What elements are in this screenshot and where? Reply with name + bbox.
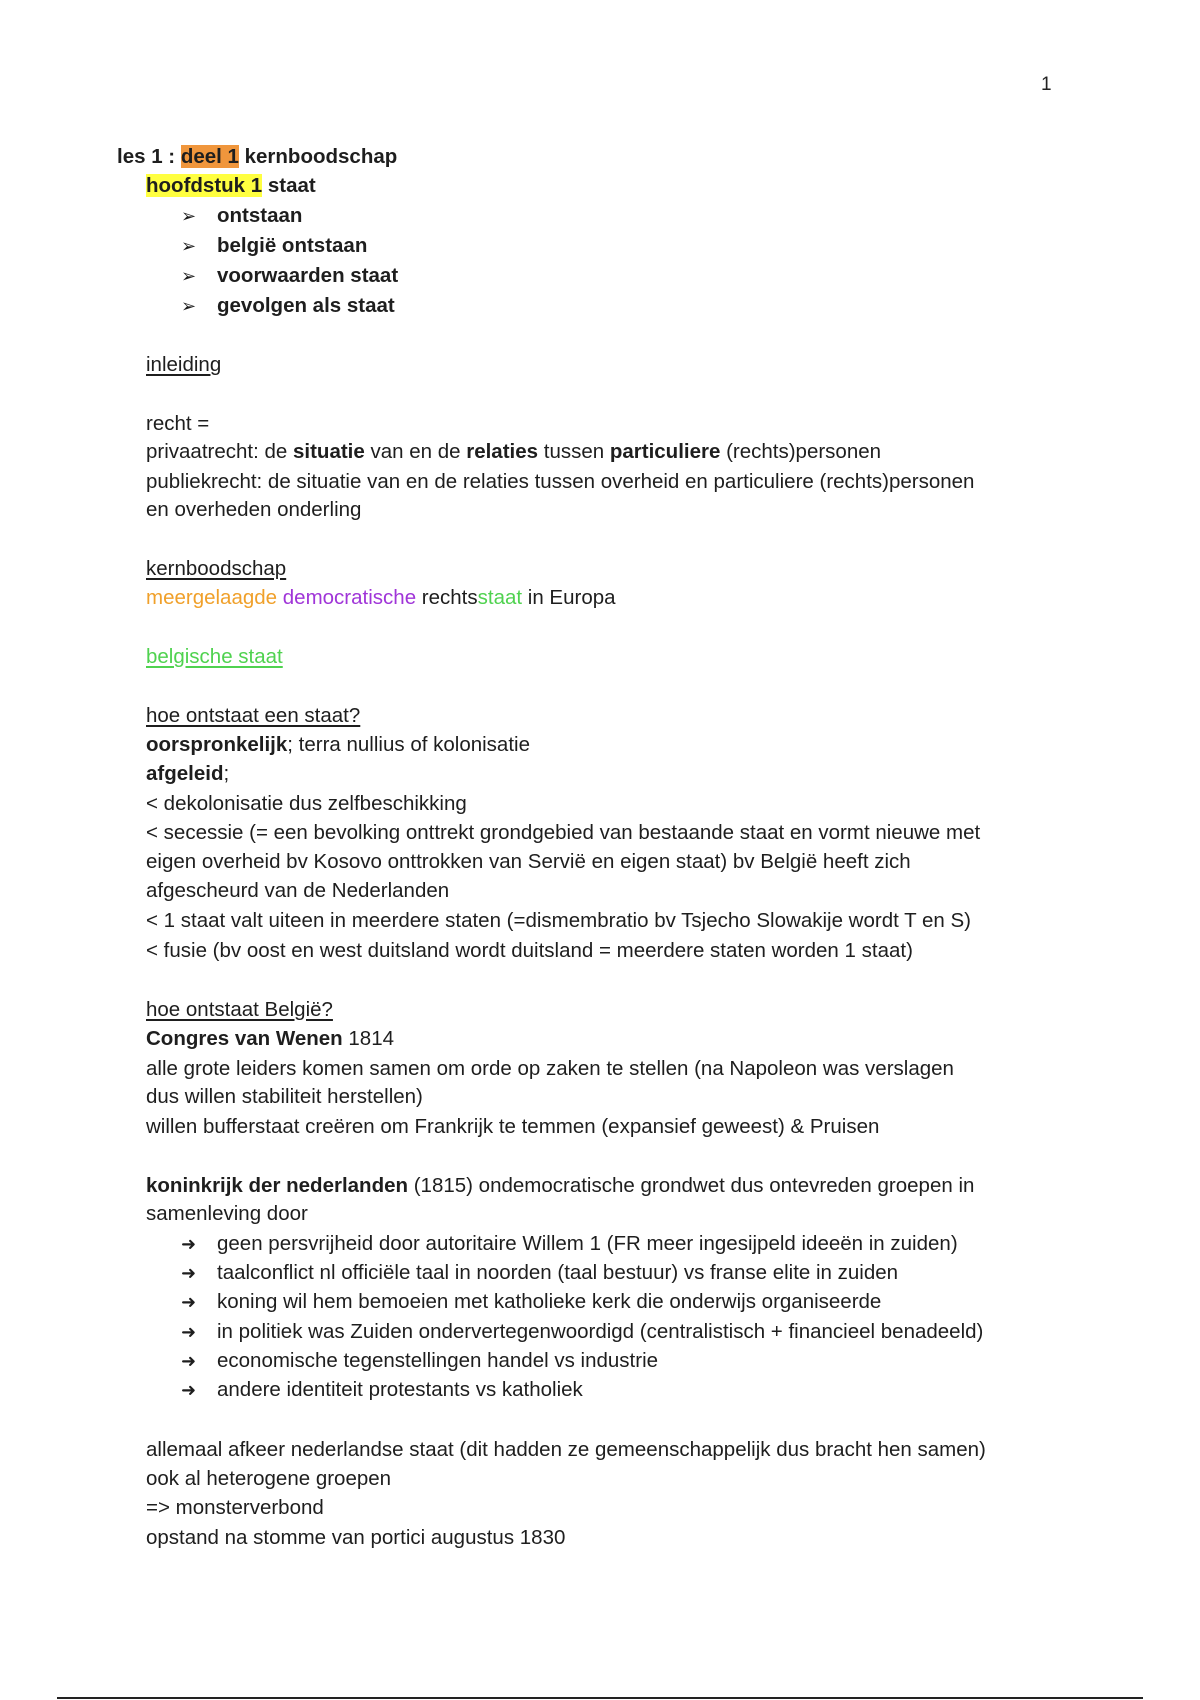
- publiekrecht-line: publiekrecht: de situatie van en de relaties tussen overheid en particuliere (rechts)personen: [146, 470, 975, 493]
- publiekrecht-line-2: en overheden onderling: [146, 498, 362, 521]
- arrow-item: ➜ andere identiteit protestants vs katholiek: [181, 1376, 583, 1404]
- intro-heading: inleiding: [146, 353, 222, 376]
- arrow-item: ➜ taalconflict nl officiële taal in noorden (taal bestuur) vs franse elite in zuiden: [181, 1259, 898, 1287]
- arrow-bullet-icon: ➜: [181, 1234, 197, 1254]
- belgie-line: alle grote leiders komen samen om orde op zaken te stellen (na Napoleon was verslagen: [146, 1057, 954, 1080]
- arrow-bullet-icon: ➜: [181, 1292, 197, 1312]
- chapter-item: ➢ gevolgen als staat: [181, 292, 395, 320]
- arrow-item: ➜ in politiek was Zuiden ondervertegenwoordigd (centralistisch + financieel benadeeld): [181, 1318, 983, 1346]
- arrowhead-bullet-icon: ➢: [181, 266, 197, 286]
- recht-line: recht =: [146, 412, 210, 435]
- page-number: 1: [1041, 74, 1052, 95]
- arrowhead-bullet-icon: ➢: [181, 236, 197, 256]
- arrow-item: ➜ economische tegenstellingen handel vs industrie: [181, 1347, 658, 1375]
- belgie-line: dus willen stabiliteit herstellen): [146, 1085, 423, 1108]
- ontstaan-line: afgescheurd van de Nederlanden: [146, 879, 450, 902]
- chapter-item: ➢ ontstaan: [181, 202, 302, 230]
- arrow-bullet-icon: ➜: [181, 1263, 197, 1283]
- congres-line: Congres van Wenen 1814: [146, 1027, 395, 1050]
- closing-line: => monsterverbond: [146, 1496, 324, 1519]
- chapter-heading: [146, 172, 316, 199]
- title-highlight-deel: deel 1: [180, 145, 239, 168]
- arrow-item: ➜ koning wil hem bemoeien met katholieke kerk die onderwijs organiseerde: [181, 1288, 881, 1316]
- ontstaan-line: < dekolonisatie dus zelfbeschikking: [146, 792, 467, 815]
- arrow-item: ➜ geen persvrijheid door autoritaire Willem 1 (FR meer ingesijpeld ideeën in zuiden): [181, 1230, 958, 1258]
- title-prefix: les 1 :: [117, 145, 181, 168]
- footer-rule: [57, 1697, 1143, 1699]
- belgie-line: willen bufferstaat creëren om Frankrijk te temmen (expansief geweest) & Pruisen: [146, 1115, 880, 1138]
- oorspronkelijk-line: oorspronkelijk; terra nullius of kolonisatie: [146, 733, 530, 756]
- ontstaan-heading: hoe ontstaat een staat?: [146, 704, 361, 727]
- koninkrijk-line: koninkrijk der nederlanden (1815) ondemocratische grondwet dus ontevreden groepen in: [146, 1174, 975, 1197]
- afgeleid-line: afgeleid;: [146, 762, 230, 785]
- ontstaan-line: < 1 staat valt uiteen in meerdere staten (=dismembratio bv Tsjecho Slowakije wordt T en S): [146, 909, 971, 932]
- belgische-staat-heading: belgische staat: [146, 645, 283, 668]
- chapter-label: hoofdstuk 1: [146, 174, 263, 197]
- ontstaan-line: < secessie (= een bevolking onttrekt grondgebied van bestaande staat en vormt nieuwe met: [146, 821, 981, 844]
- closing-line: ook al heterogene groepen: [146, 1467, 392, 1490]
- chapter-item: ➢ belgië ontstaan: [181, 232, 367, 260]
- privaatrecht-line: privaatrecht: de situatie van en de relaties tussen particuliere (rechts)personen: [146, 440, 882, 463]
- arrow-bullet-icon: ➜: [181, 1351, 197, 1371]
- arrow-bullet-icon: ➜: [181, 1380, 197, 1400]
- chapter-rest: staat: [262, 174, 316, 197]
- kernboodschap-heading: kernboodschap: [146, 557, 287, 580]
- ontstaan-line: eigen overheid bv Kosovo onttrokken van Servië en eigen staat) bv België heeft zich: [146, 850, 911, 873]
- belgie-heading: hoe ontstaat België?: [146, 998, 333, 1021]
- arrowhead-bullet-icon: ➢: [181, 206, 197, 226]
- arrowhead-bullet-icon: ➢: [181, 296, 197, 316]
- chapter-item: ➢ voorwaarden staat: [181, 262, 398, 290]
- kernboodschap-line: meergelaagde democratische rechtsstaat in Europa: [146, 586, 616, 609]
- closing-line: allemaal afkeer nederlandse staat (dit hadden ze gemeenschappelijk dus bracht hen samen): [146, 1438, 986, 1461]
- title-rest: kernboodschap: [238, 145, 398, 168]
- arrow-bullet-icon: ➜: [181, 1322, 197, 1342]
- koninkrijk-line-2: samenleving door: [146, 1202, 308, 1225]
- closing-line: opstand na stomme van portici augustus 1830: [146, 1526, 566, 1549]
- lesson-title: [117, 143, 397, 170]
- ontstaan-line: < fusie (bv oost en west duitsland wordt duitsland = meerdere staten worden 1 staat): [146, 939, 913, 962]
